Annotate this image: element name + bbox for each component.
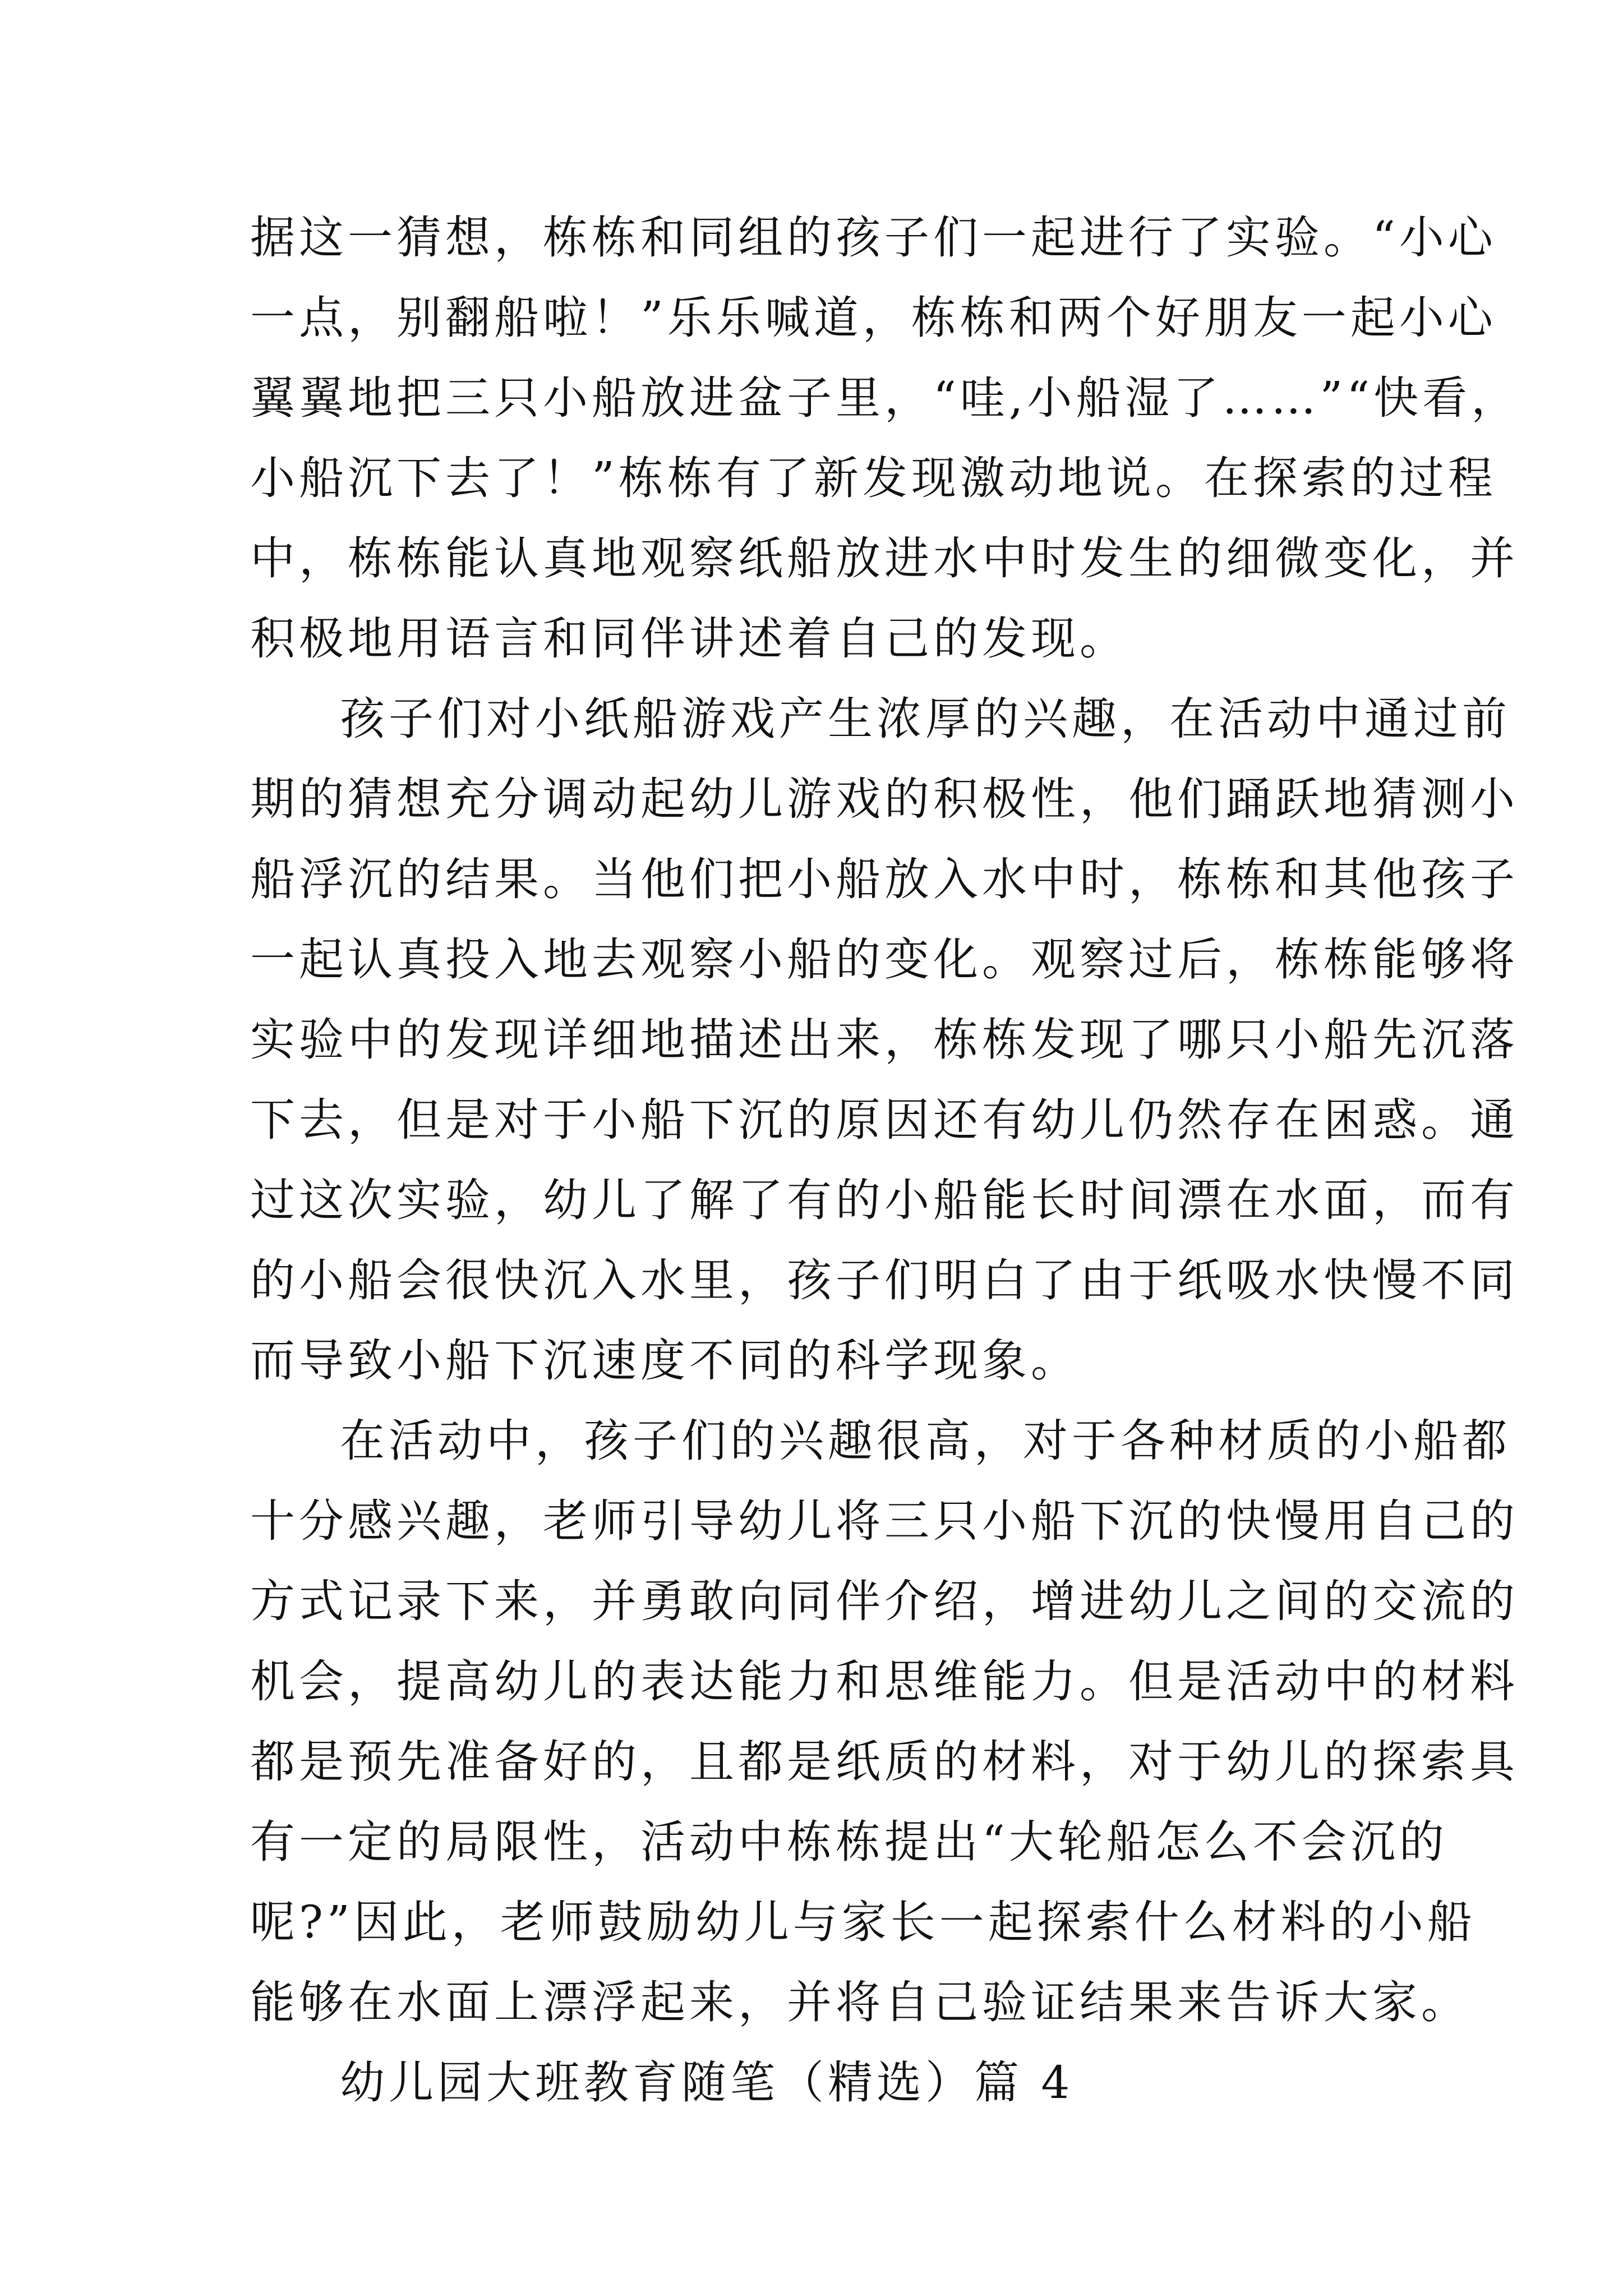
document-body [250, 197, 1520, 2123]
text-line: 过这次实验，幼儿了解了有的小船能长时间漂在水面，而有 [250, 1174, 1519, 1226]
text-line: 翼翼地把三只小船放进盆子里，“哇,小船湿了……”“快看， [250, 372, 1520, 424]
text-line: 一起认真投入地去观察小船的变化。观察过后，栋栋能够将 [250, 933, 1519, 986]
text-line: 的小船会很快沉入水里，孩子们明白了由于纸吸水快慢不同 [250, 1254, 1519, 1306]
text-line: 呢?”因此，老师鼓励幼儿与家长一起探索什么材料的小船 [250, 1896, 1476, 1948]
text-line: 船浮沉的结果。当他们把小船放入水中时，栋栋和其他孩子 [250, 853, 1519, 905]
text-line: 有一定的局限性，活动中栋栋提出“大轮船怎么不会沉的 [250, 1816, 1448, 1868]
text-line: 都是预先准备好的，且都是纸质的材料，对于幼儿的探索具 [250, 1736, 1519, 1788]
text-line: 实验中的发现详细地描述出来，栋栋发现了哪只小船先沉落 [250, 1014, 1519, 1066]
section-heading: 幼儿园大班教育随笔（精选）篇 4 [340, 2056, 1074, 2109]
text-line: 期的猜想充分调动起幼儿游戏的积极性，他们踊跃地猜测小 [250, 773, 1519, 825]
text-line: 小船沉下去了！”栋栋有了新发现激动地说。在探索的过程 [250, 452, 1497, 504]
text-line: 而导致小船下沉速度不同的科学现象。 [250, 1335, 1080, 1387]
text-line: 一点，别翻船啦！”乐乐喊道，栋栋和两个好朋友一起小心 [250, 292, 1497, 344]
text-line: 孩子们对小纸船游戏产生浓厚的兴趣，在活动中通过前 [340, 693, 1511, 745]
text-line: 在活动中，孩子们的兴趣很高，对于各种材质的小船都 [340, 1415, 1511, 1467]
text-line: 下去，但是对于小船下沉的原因还有幼儿仍然存在困惑。通 [250, 1094, 1519, 1146]
text-line: 积极地用语言和同伴讲述着自己的发现。 [250, 613, 1128, 665]
text-line: 据这一猜想，栋栋和同组的孩子们一起进行了实验。“小心 [250, 211, 1497, 264]
text-line: 能够在水面上漂浮起来，并将自己验证结果来告诉大家。 [250, 1976, 1470, 2028]
text-line: 十分感兴趣，老师引导幼儿将三只小船下沉的快慢用自己的 [250, 1495, 1519, 1547]
text-line: 机会，提高幼儿的表达能力和思维能力。但是活动中的材料 [250, 1655, 1519, 1708]
text-line: 中，栋栋能认真地观察纸船放进水中时发生的细微变化，并 [250, 532, 1519, 585]
text-line: 方式记录下来，并勇敢向同伴介绍，增进幼儿之间的交流的 [250, 1575, 1519, 1627]
